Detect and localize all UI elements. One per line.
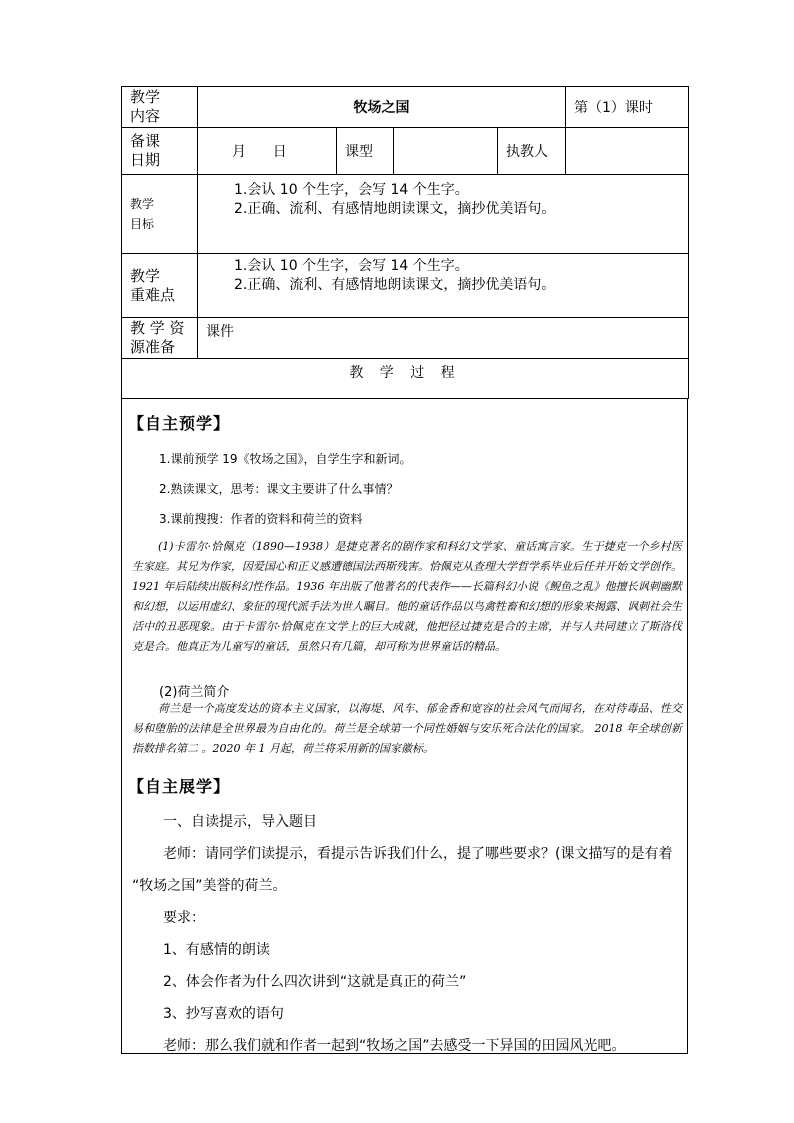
show-line: 1、有感情的朗读 <box>163 942 270 958</box>
content-label-text: 教学 内容 <box>130 88 161 125</box>
teacher-value <box>566 128 689 175</box>
lesson-period: 第（1）课时 <box>566 87 689 128</box>
show-line: 要求： <box>163 910 205 926</box>
show-line: 老师：请同学们读提示，看提示告诉我们什么，提了哪些要求？(课文描写的是有着 <box>163 846 673 862</box>
resource-value: 课件 <box>198 318 689 359</box>
key-label <box>122 254 198 318</box>
key-item: 2.正确、流利、有感情地朗读课文，摘抄优美语句。 <box>234 277 556 293</box>
teacher-label: 执教人 <box>498 128 566 175</box>
show-line: 一、自读提示，导入题目 <box>163 814 317 830</box>
content-label <box>122 87 198 128</box>
date-label <box>122 128 198 175</box>
show-line: 3、抄写喜欢的语句 <box>163 1006 284 1022</box>
lesson-header-table <box>121 86 689 399</box>
date-label-text: 备课 日期 <box>130 132 161 169</box>
show-line: “牧场之国”美誉的荷兰。 <box>132 878 287 894</box>
process-body <box>121 399 688 1054</box>
show-section-title: 【自主展学】 <box>128 777 231 796</box>
goal-label-text: 教学 目标 <box>130 197 155 231</box>
preview-item: 2.熟读课文，思考：课文主要讲了什么事情？ <box>159 482 399 496</box>
preview-item: 3.课前搜搜：作者的资料和荷兰的资料 <box>159 512 363 526</box>
holland-paragraph: 荷兰是一个高度发达的资本主义国家，以海堤、风车、郁金香和宽容的社会风气而闻名，在对待毒品、性交易和堕胎的法律是全世界最为自由化的。荷兰是全球第一个同性婚姻与安乐死合法化的国家。 2018 年全球创新指数排名第二 。2020 年 1 月起，荷兰将采用新的国家徽标。 <box>132 702 682 755</box>
show-line: 老师：那么我们就和作者一起到“牧场之国”去感受一下异国的田园风光吧。 <box>163 1038 626 1054</box>
preview-section-title: 【自主预学】 <box>128 414 231 433</box>
resource-label <box>122 318 198 359</box>
lesson-title: 牧场之国 <box>198 87 566 128</box>
key-content <box>198 254 689 318</box>
show-line: 2、体会作者为什么四次讲到“这就是真正的荷兰” <box>163 974 467 990</box>
holland-title: (2)荷兰简介 <box>159 685 230 700</box>
type-value <box>394 128 498 175</box>
resource-label-text: 教 学 资 源准备 <box>130 319 185 356</box>
lesson-plan-sheet <box>121 86 688 1054</box>
goal-content <box>198 175 689 254</box>
author-paragraph: (1)卡雷尔·恰佩克（1890—1938）是捷克著名的剧作家和科幻文学家、童话寓言家。生于捷克一个乡村医生家庭。其兄为作家，因爱国心和正义感遭德国法西斯残害。恰佩克从查理大学哲学系毕业后任并开始文学创作。1921 年后陆续出版科幻性作品。1936 年出版了他著名的代表作——长篇科幻小说《鲵鱼之乱》他擅长讽刺幽默和幻想，以运用虚幻、象征的现代派手法为世人瞩目。他的童话作品以鸟禽牲畜和幻想的形象来揭露、讽刺社会生活中的丑恶现象。由于卡雷尔·恰佩克在文学上的巨大成就，他把径过捷克是合的主席，并与人共同建立了斯洛伐克是合。他真正为儿童写的童话，虽然只有几篇，却可称为世界童话的精品。 <box>132 540 682 653</box>
process-heading: 教 学 过 程 <box>122 359 689 399</box>
key-item: 1.会认 10 个生字，会写 14 个生字。 <box>234 258 469 274</box>
type-label: 课型 <box>337 128 394 175</box>
goal-item: 1.会认 10 个生字，会写 14 个生字。 <box>234 182 469 198</box>
goal-item: 2.正确、流利、有感情地朗读课文，摘抄优美语句。 <box>234 201 556 217</box>
goal-label <box>122 175 198 254</box>
key-label-text: 教学 重难点 <box>130 266 176 304</box>
preview-item: 1.课前预学 19《牧场之国》，自学生字和新词。 <box>159 452 412 466</box>
date-value: 月 日 <box>198 128 337 175</box>
